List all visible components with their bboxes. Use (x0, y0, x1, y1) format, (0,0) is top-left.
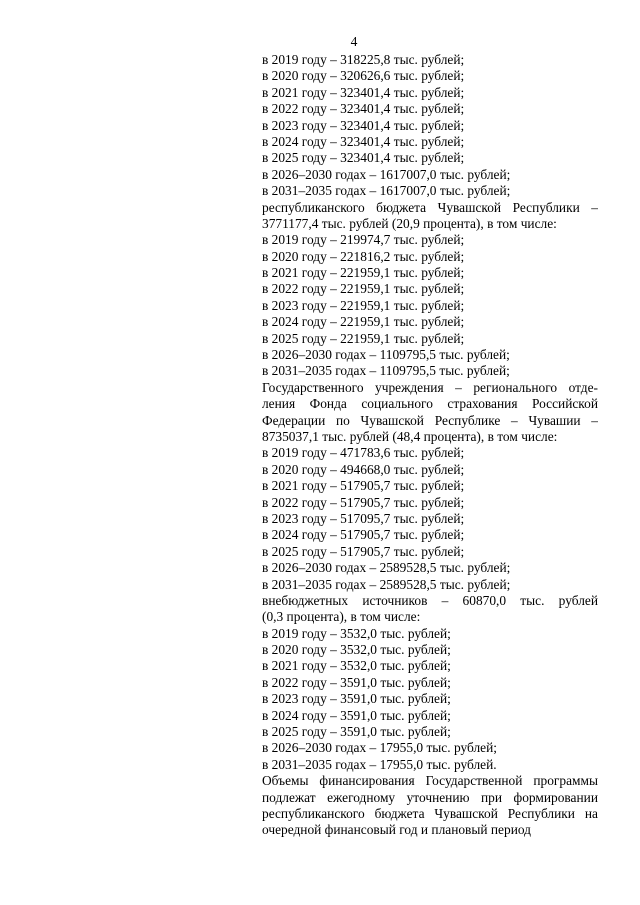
text-line: в 2025 году – 517905,7 тыс. рублей; (262, 543, 465, 559)
text-line: 3771177,4 тыс. рублей (20,9 процента), в том числе: (262, 215, 557, 231)
text-line: в 2019 году – 318225,8 тыс. рублей; (262, 52, 465, 67)
text-line: в 2020 году – 3532,0 тыс. рублей; (262, 642, 451, 658)
text-line: в 2023 году – 221959,1 тыс. рублей; (262, 297, 465, 313)
text-line: в 2023 году – 517095,7 тыс. рублей; (262, 510, 465, 526)
text-line: в 2031–2035 годах – 2589528,5 тыс. рублей; (262, 576, 511, 592)
text-line: Федерации по Чувашской Республике – Чувашии – (262, 412, 598, 428)
text-line: в 2025 году – 221959,1 тыс. рублей; (262, 330, 465, 346)
text-line: внебюджетных источников – 60870,0 тыс. рублей (262, 592, 598, 608)
text-line: в 2026–2030 годах – 17955,0 тыс. рублей; (262, 740, 497, 756)
text-line: в 2026–2030 годах – 1617007,0 тыс. рублей; (262, 166, 511, 182)
text-line: в 2022 году – 323401,4 тыс. рублей; (262, 101, 465, 117)
text-line: в 2025 году – 3591,0 тыс. рублей; (262, 724, 451, 740)
text-line: в 2026–2030 годах – 2589528,5 тыс. рублей; (262, 560, 511, 576)
text-line: в 2019 году – 3532,0 тыс. рублей; (262, 625, 451, 641)
text-line: республиканского бюджета Чувашской Республики на (262, 805, 598, 821)
page-number: 4 (350, 34, 358, 49)
text-line: в 2021 году – 517905,7 тыс. рублей; (262, 478, 465, 494)
text-line: в 2021 году – 221959,1 тыс. рублей; (262, 265, 465, 281)
text-line: в 2024 году – 323401,4 тыс. рублей; (262, 133, 465, 149)
text-line: в 2022 году – 221959,1 тыс. рублей; (262, 281, 465, 297)
text-line: Объемы финансирования Государственной программы (262, 773, 598, 789)
text-line: в 2021 году – 323401,4 тыс. рублей; (262, 84, 465, 100)
text-line: (0,3 процента), в том числе: (262, 609, 421, 625)
funding-text-column (262, 52, 598, 839)
text-line: в 2022 году – 517905,7 тыс. рублей; (262, 494, 465, 510)
text-line: в 2031–2035 годах – 1109795,5 тыс. рублей; (262, 363, 510, 379)
text-line: в 2019 году – 219974,7 тыс. рублей; (262, 232, 465, 248)
text-line: в 2026–2030 годах – 1109795,5 тыс. рублей; (262, 347, 510, 363)
text-line: в 2023 году – 323401,4 тыс. рублей; (262, 117, 465, 133)
text-line: очередной финансовый год и плановый период (262, 822, 531, 838)
text-line: 8735037,1 тыс. рублей (48,4 процента), в том числе: (262, 428, 558, 444)
text-line: подлежат ежегодному уточнению при формировании (262, 789, 598, 805)
text-line: в 2024 году – 517905,7 тыс. рублей; (262, 527, 465, 543)
text-line: в 2023 году – 3591,0 тыс. рублей; (262, 691, 451, 707)
text-line: ления Фонда социального страхования Российской (262, 396, 598, 412)
text-line: Государственного учреждения – регионального отде- (262, 379, 598, 395)
text-line: в 2022 году – 3591,0 тыс. рублей; (262, 674, 451, 690)
text-line: в 2031–2035 годах – 1617007,0 тыс. рублей; (262, 183, 511, 199)
text-line: в 2019 году – 471783,6 тыс. рублей; (262, 445, 465, 461)
text-line: в 2024 году – 3591,0 тыс. рублей; (262, 707, 451, 723)
text-line: в 2020 году – 320626,6 тыс. рублей; (262, 68, 465, 84)
text-line: в 2021 году – 3532,0 тыс. рублей; (262, 658, 451, 674)
text-line: в 2031–2035 годах – 17955,0 тыс. рублей. (262, 756, 497, 772)
text-line: в 2025 году – 323401,4 тыс. рублей; (262, 150, 465, 166)
text-line: в 2020 году – 221816,2 тыс. рублей; (262, 248, 465, 264)
text-line: в 2020 году – 494668,0 тыс. рублей; (262, 461, 465, 477)
text-line: республиканского бюджета Чувашской Республики – (262, 199, 598, 215)
text-line: в 2024 году – 221959,1 тыс. рублей; (262, 314, 465, 330)
